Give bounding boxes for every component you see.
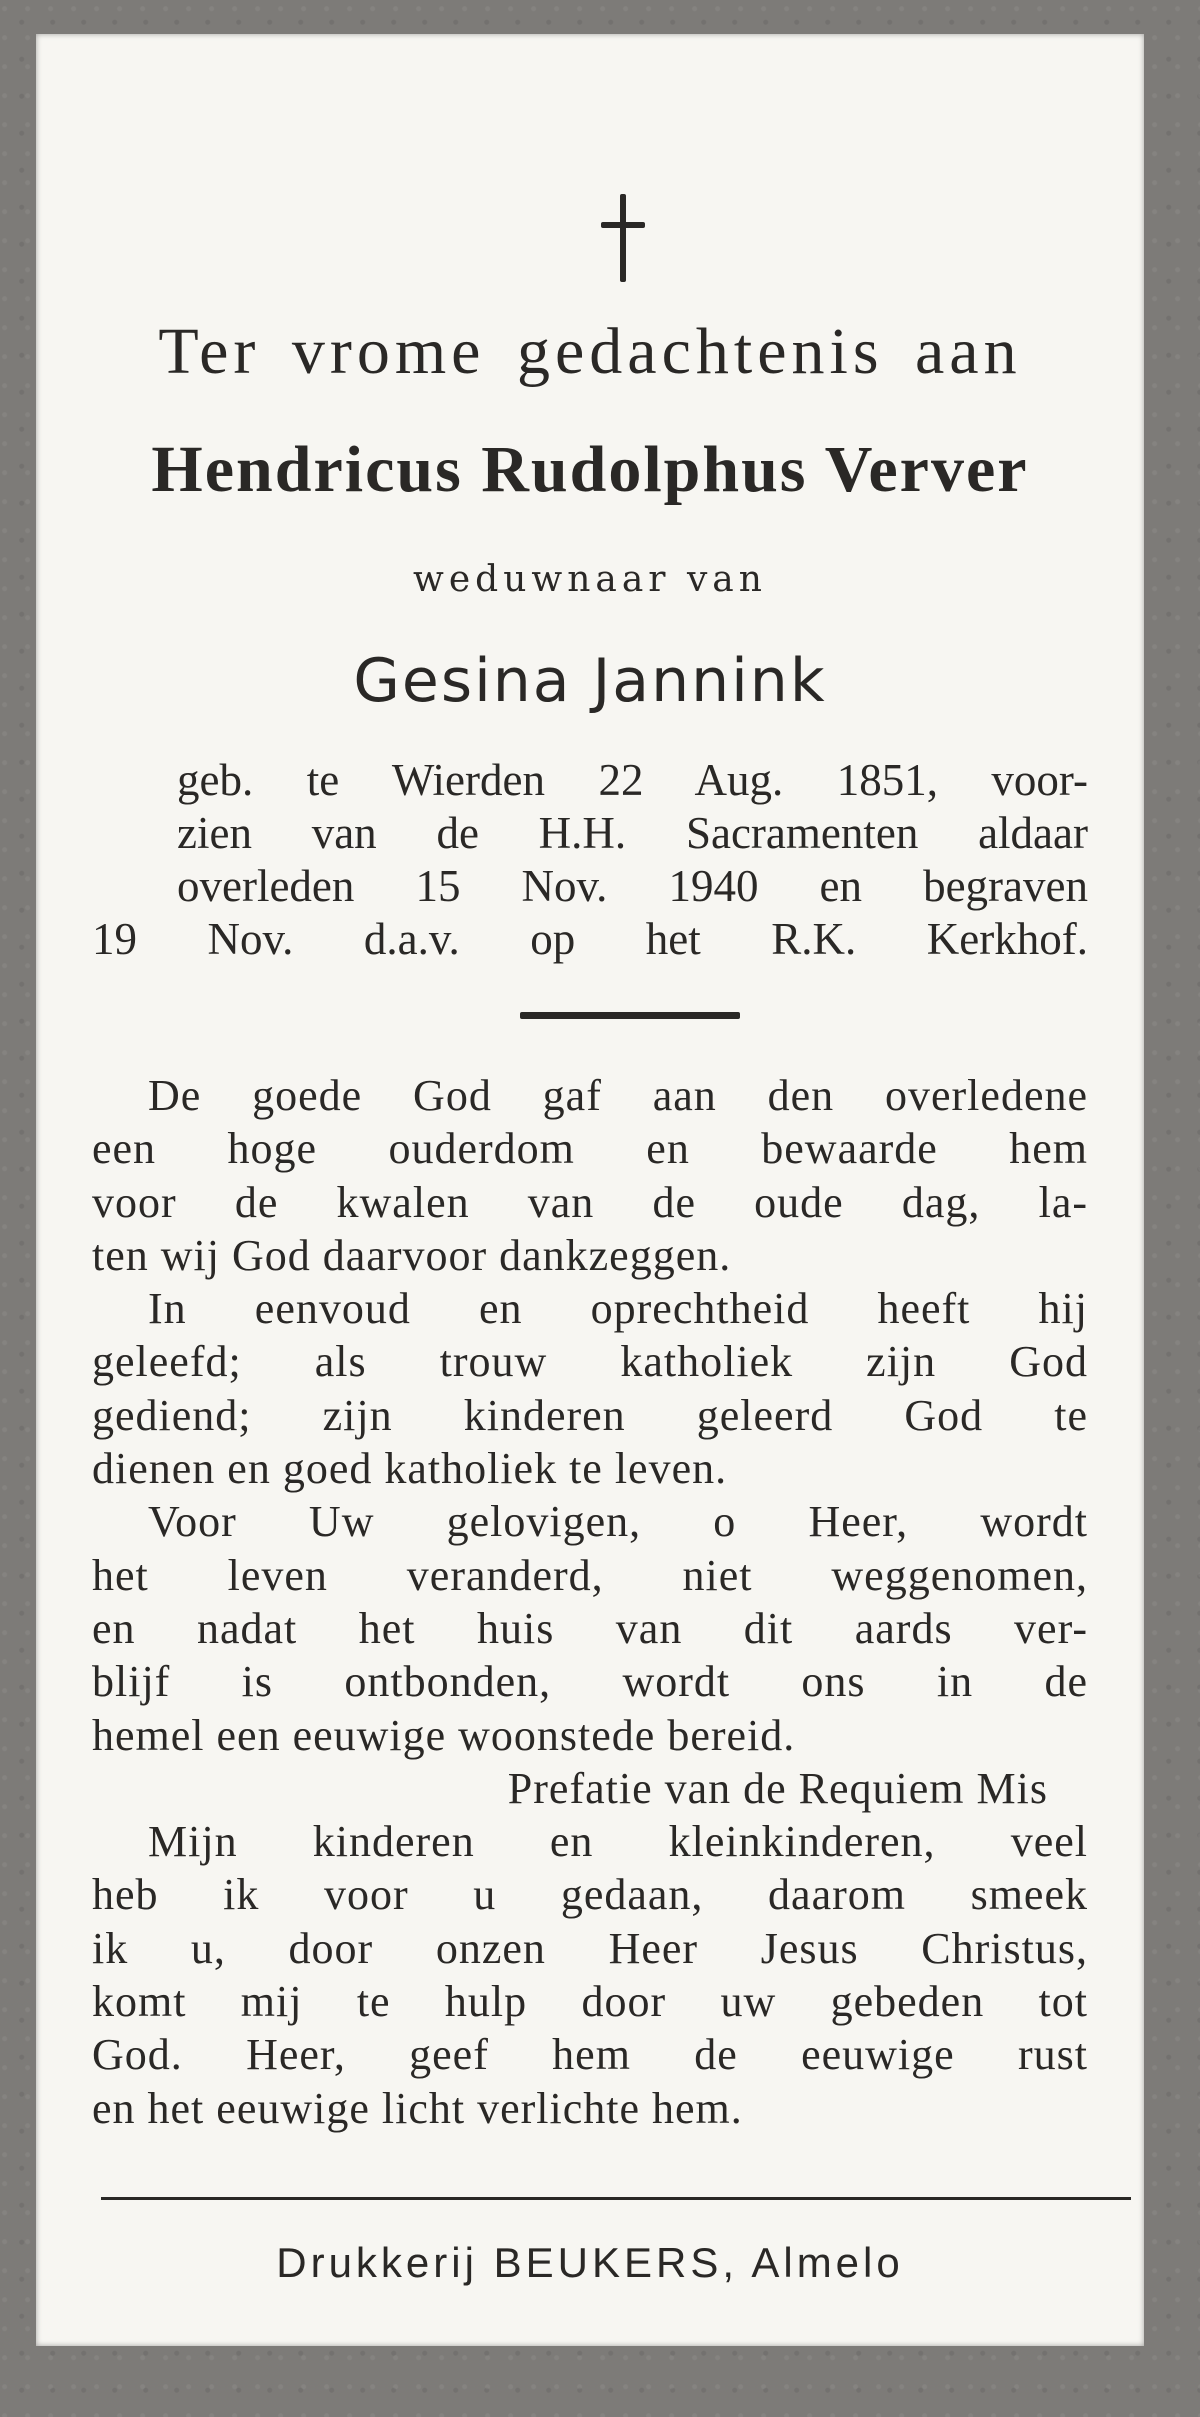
text-line: dienen en goed katholiek te leven. [92, 1444, 728, 1494]
bio-line: overleden 15 Nov. 1940 en begraven [177, 861, 1088, 911]
printer-credit: Drukkerij BEUKERS, Almelo [276, 2239, 904, 2286]
intro-heading: Ter vrome gedachtenis aan [158, 315, 1022, 388]
text-line: ten wij God daarvoor dankzeggen. [92, 1230, 732, 1280]
long-divider [101, 2197, 1131, 2200]
text-line: en nadat het huis van dit aards ver- [92, 1603, 1088, 1653]
bio-paragraph [92, 754, 1088, 966]
text-line: het leven veranderd, niet weggenomen, [92, 1550, 1088, 1600]
text-line: De goede God gaf aan den overledene [148, 1071, 1088, 1120]
deceased-name: Hendricus Rudolphus Verver [151, 433, 1029, 506]
text-line: ik u, door onzen Heer Jesus Christus, [92, 1923, 1088, 1973]
text-line: een hoge ouderdom en bewaarde hem [92, 1124, 1088, 1174]
bio-line: 19 Nov. d.a.v. op het R.K. Kerkhof. [92, 914, 1088, 964]
bio-line: geb. te Wierden 22 Aug. 1851, voor- [177, 755, 1088, 805]
text-line: In eenvoud en oprechtheid heeft hij [148, 1284, 1088, 1334]
text-line: Voor Uw gelovigen, o Heer, wordt [148, 1497, 1088, 1547]
bio-line: zien van de H.H. Sacramenten aldaar [177, 808, 1088, 858]
text-line: gediend; zijn kinderen geleerd God te [92, 1390, 1088, 1440]
text-line: en het eeuwige licht verlichte hem. [92, 2083, 743, 2133]
short-divider [520, 1012, 740, 1019]
spouse-name: Gesina Jannink [353, 646, 827, 716]
text-line: geleefd; als trouw katholiek zijn God [92, 1337, 1088, 1387]
text-line: hemel een eeuwige woonstede bereid. [92, 1710, 796, 1760]
text-line: God. Heer, geef hem de eeuwige rust [92, 2030, 1088, 2080]
relation-line: weduwnaar van [413, 559, 767, 600]
text-line: blijf is ontbonden, wordt ons in de [92, 1657, 1088, 1707]
text-line: voor de kwalen van de oude dag, la- [92, 1177, 1088, 1227]
text-line: heb ik voor u gedaan, daarom smeek [92, 1870, 1088, 1920]
prayer-text [92, 1069, 1088, 2135]
text-line: Mijn kinderen en kleinkinderen, veel [148, 1817, 1088, 1867]
text-line: komt mij te hulp door uw gebeden tot [92, 1977, 1088, 2027]
cross-icon [593, 194, 653, 289]
memorial-card [36, 34, 1144, 2346]
text-caption: Prefatie van de Requiem Mis [507, 1763, 1048, 1813]
